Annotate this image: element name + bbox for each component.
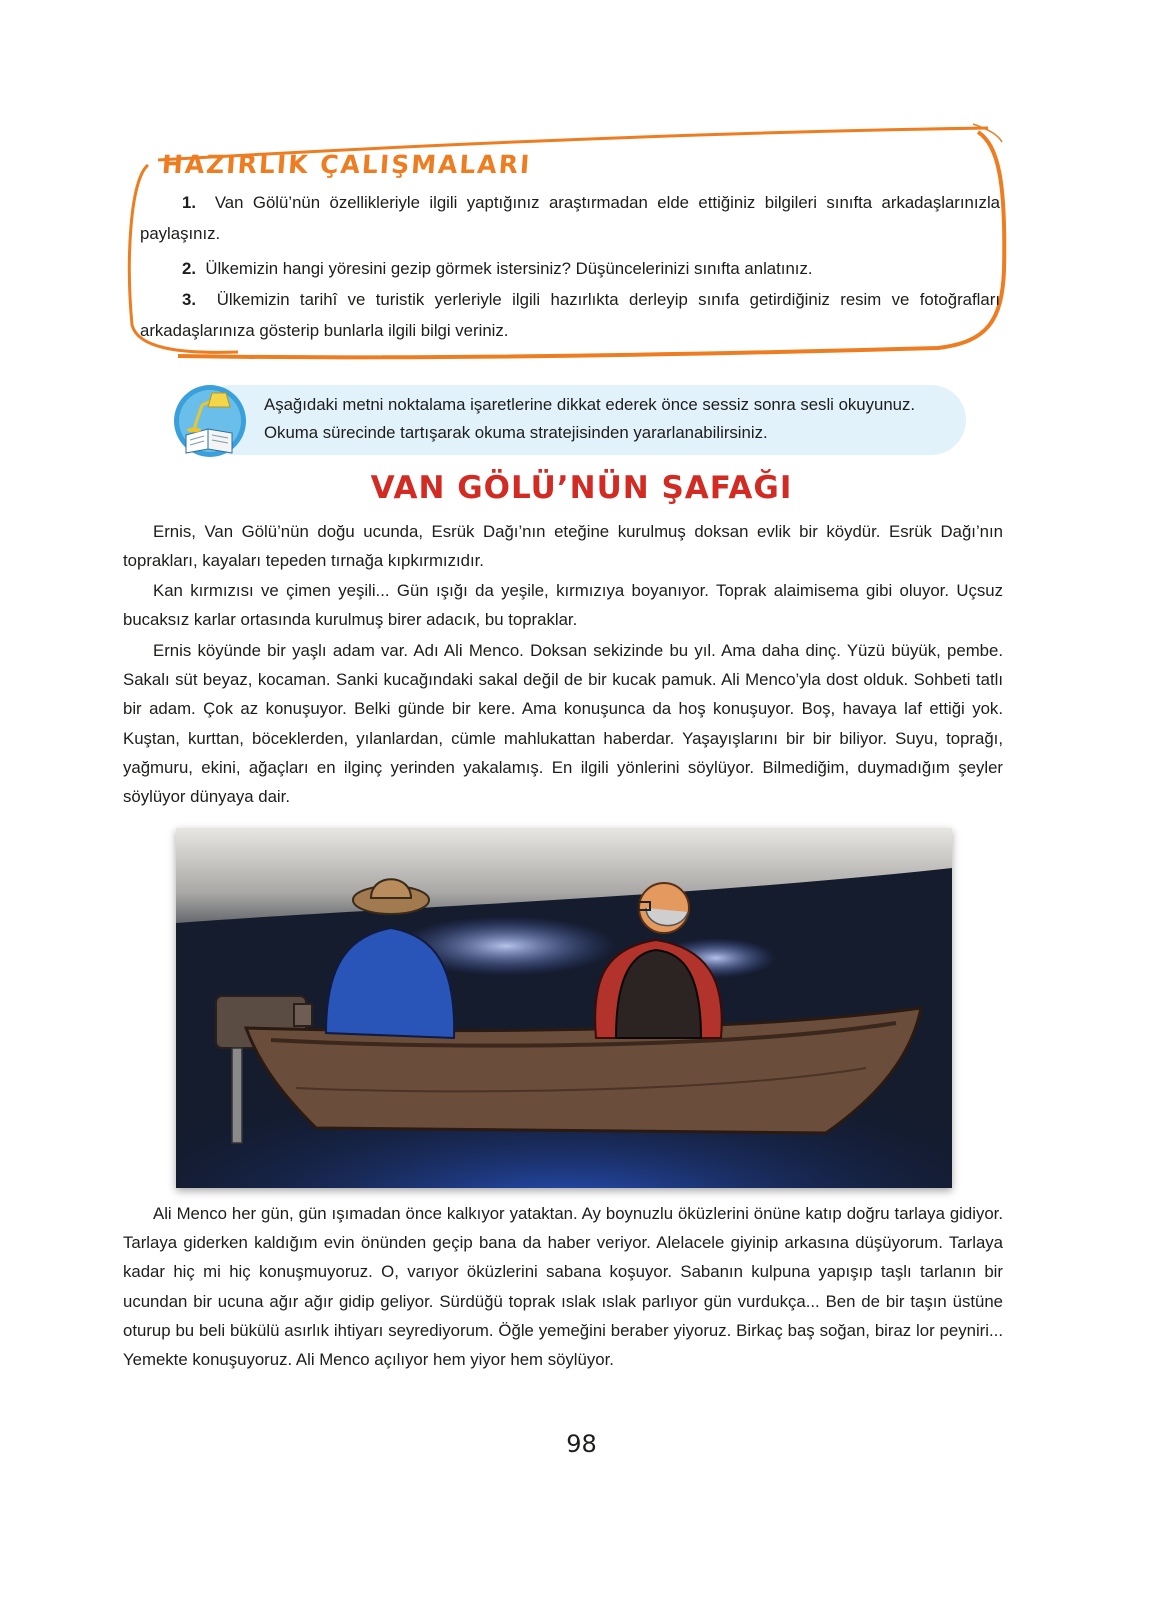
item-text: Van Gölü’nün özellikleriyle ilgili yaptığınız araştırmadan elde ettiğiniz bilgileri sınıfta arkadaşlarınızla paylaşınız. xyxy=(140,193,1001,243)
preparation-box xyxy=(118,120,1013,362)
item-text: Ülkemizin tarihî ve turistik yerleriyle ilgili hazırlıkta derleyip sınıfa getirdiğiniz resim ve fotoğrafları arkadaşlarınıza gösterip bunlarla ilgili bilgi veriniz. xyxy=(140,290,1000,340)
preparation-item-2 xyxy=(140,253,1000,284)
reading-lamp-book-icon xyxy=(172,383,248,459)
item-text: Ülkemizin hangi yöresini gezip görmek istersiniz? Düşüncelerinizi sınıfta anlatınız. xyxy=(205,259,813,278)
preparation-item-3 xyxy=(140,284,1000,346)
item-number: 1. xyxy=(182,193,196,212)
boat-scene xyxy=(176,828,952,1188)
paragraph-text: Ernis köyünde bir yaşlı adam var. Adı Ali Menco. Doksan sekizinde bu yıl. Ama daha dinç. Yüzü büyük, pembe. Sakalı süt beyaz, kocaman. Sanki kucağındaki sakal değil de bir kucak pamuk. Ali Menco’yla dost olduk. Sohbeti tatlı bir adam. Çok az konuşuyor. Belki günde bir kere. Ama konuşunca da hoş konuşuyor. Boş, havaya laf ettiği yok. Kuştan, kurttan, böceklerden, yılanlardan, cümle mahlukattan haberdar. Yaşayışlarını bir bir biliyor. Suyu, toprağı, yağmuru, ekini, ağaçları en ilginç yerinden yakalamış. En ilgili yönlerini söylüyor. Bilmediğim, duymadığım şeyler söylüyor dünyaya dair. xyxy=(123,641,1003,807)
item-number: 3. xyxy=(182,290,196,309)
story-paragraph-4 xyxy=(123,1199,1003,1374)
story-paragraph-3 xyxy=(123,636,1003,811)
item-number: 2. xyxy=(182,259,196,278)
preparation-item-1 xyxy=(140,187,1000,249)
paragraph-text: Ali Menco her gün, gün ışımadan önce kalkıyor yataktan. Ay boynuzlu öküzlerini önüne katıp doğru tarlaya gidiyor. Tarlaya giderken kaldığım evin önünden geçip bana da haber veriyor. Alelacele giyinip arkasına düşüyorum. Tarlaya kadar hiç mi hiç konuşmuyoruz. O, varıyor öküzlerini sabana koşuyor. Sabanın kulpuna yapışıp taşlı tarlanın bir ucundan bir ucuna ağır ağır gidip geliyor. Sürdüğü toprak ıslak ıslak parlıyor gün vurdukça... Ben de bir taşın üstüne oturup bu beli bükülü asırlık ihtiyarı seyrediyorum. Öğle yemeğini beraber yiyoruz. Birkaç baş soğan, biraz lor peyniri... Yemekte konuşuyoruz. Ali Menco açılıyor hem yiyor hem söylüyor. xyxy=(123,1204,1003,1370)
preparation-title: HAZIRLIK ÇALIŞMALARI xyxy=(160,150,533,179)
reading-note xyxy=(172,385,972,455)
story-paragraph-2 xyxy=(123,576,1003,634)
paragraph-text: Ernis, Van Gölü’nün doğu ucunda, Esrük Dağı’nın eteğine kurulmuş doksan evlik bir köydür. Esrük Dağı’nın toprakları, kayaları tepeden tırnağa kıpkırmızıdır. xyxy=(123,522,1003,571)
story-paragraph-1 xyxy=(123,517,1003,575)
note-text: Aşağıdaki metni noktalama işaretlerine dikkat ederek önce sessiz sonra sesli okuyunuz. Okuma sürecinde tartışarak okuma stratejisinden yararlanabilirsiniz. xyxy=(264,395,916,442)
story-title: VAN GÖLÜ’NÜN ŞAFAĞI xyxy=(370,470,793,506)
page-number: 98 xyxy=(566,1430,597,1458)
paragraph-text: Kan kırmızısı ve çimen yeşili... Gün ışığı da yeşile, kırmızıya boyanıyor. Toprak alaimisema gibi oluyor. Uçsuz bucaksız karlar ortasında kurulmuş birer adacık, bu topraklar. xyxy=(123,581,1003,630)
boat-illustration xyxy=(176,828,952,1188)
